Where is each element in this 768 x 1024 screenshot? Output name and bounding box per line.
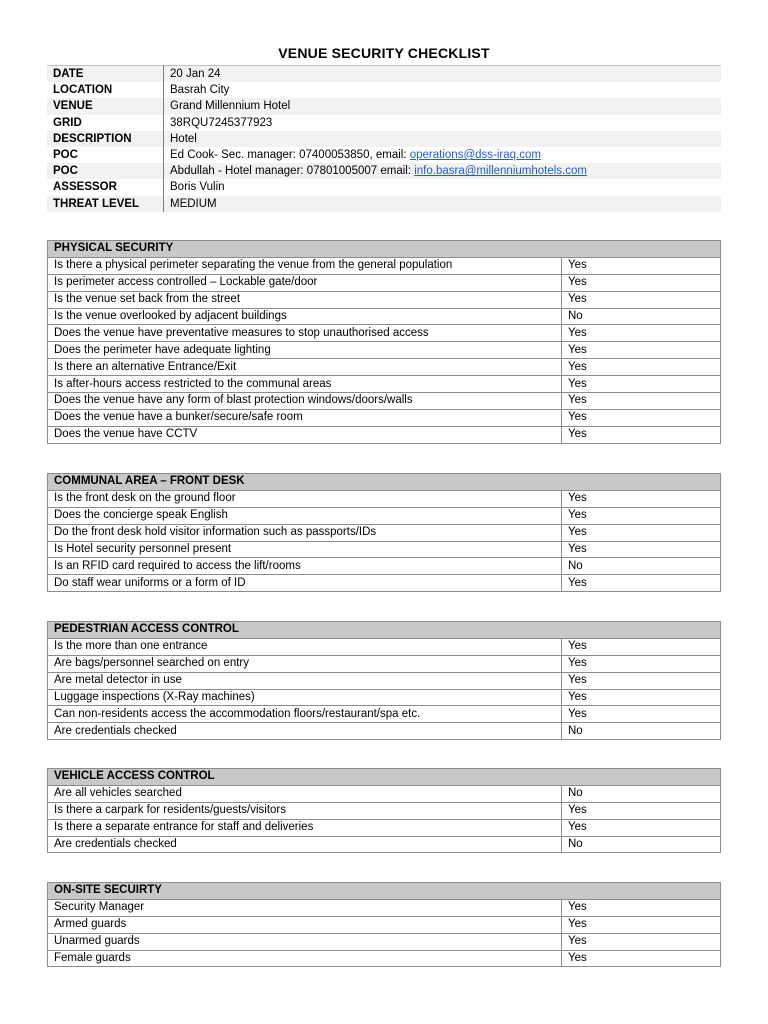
checklist-answer: Yes bbox=[562, 426, 721, 443]
checklist-answer: Yes bbox=[562, 376, 721, 393]
info-row bbox=[47, 66, 721, 83]
checklist-question: Does the venue have any form of blast protection windows/doors/walls bbox=[48, 393, 562, 410]
checklist-question: Is there a carpark for residents/guests/visitors bbox=[48, 802, 562, 819]
info-value-cell bbox=[164, 82, 722, 98]
checklist-question: Does the venue have a bunker/secure/safe room bbox=[48, 409, 562, 426]
checklist-answer: No bbox=[562, 723, 721, 740]
checklist-row bbox=[48, 308, 721, 325]
info-label: LOCATION bbox=[47, 82, 164, 98]
checklist-row bbox=[48, 672, 721, 689]
checklist-row bbox=[48, 490, 721, 507]
checklist-answer: Yes bbox=[562, 575, 721, 592]
checklist-answer: Yes bbox=[562, 638, 721, 655]
checklist-row bbox=[48, 342, 721, 359]
info-row bbox=[47, 98, 721, 114]
checklist-question: Female guards bbox=[48, 950, 562, 967]
checklist-question: Armed guards bbox=[48, 916, 562, 933]
section-onsite-security bbox=[47, 882, 721, 967]
checklist-answer: No bbox=[562, 558, 721, 575]
checklist-question: Does the concierge speak English bbox=[48, 507, 562, 524]
info-value-cell bbox=[164, 98, 722, 114]
checklist-question: Luggage inspections (X-Ray machines) bbox=[48, 689, 562, 706]
checklist-question: Security Manager bbox=[48, 899, 562, 916]
info-value: Grand Millennium Hotel bbox=[170, 100, 291, 113]
checklist-answer: No bbox=[562, 308, 721, 325]
info-row bbox=[47, 179, 721, 195]
venue-info-table bbox=[47, 65, 721, 212]
info-row bbox=[47, 115, 721, 131]
info-value: Boris Vulin bbox=[170, 181, 225, 194]
info-value: Basrah City bbox=[170, 84, 230, 97]
info-label: THREAT LEVEL bbox=[47, 196, 164, 212]
checklist-row bbox=[48, 706, 721, 723]
checklist-row bbox=[48, 541, 721, 558]
info-value: 20 Jan 24 bbox=[170, 68, 221, 81]
checklist-row bbox=[48, 274, 721, 291]
checklist-row bbox=[48, 655, 721, 672]
checklist-answer: Yes bbox=[562, 672, 721, 689]
page-title: VENUE SECURITY CHECKLIST bbox=[278, 45, 490, 61]
checklist-question: Do staff wear uniforms or a form of ID bbox=[48, 575, 562, 592]
checklist-answer: Yes bbox=[562, 655, 721, 672]
checklist-question: Does the venue have CCTV bbox=[48, 426, 562, 443]
checklist-question: Is perimeter access controlled – Lockable gate/door bbox=[48, 274, 562, 291]
checklist-answer: Yes bbox=[562, 950, 721, 967]
checklist-row bbox=[48, 819, 721, 836]
info-value-cell bbox=[164, 131, 722, 147]
checklist-question: Does the perimeter have adequate lighting bbox=[48, 342, 562, 359]
checklist-question: Does the venue have preventative measures to stop unauthorised access bbox=[48, 325, 562, 342]
checklist-question: Is there a physical perimeter separating the venue from the general population bbox=[48, 257, 562, 274]
checklist-question: Is the venue overlooked by adjacent buildings bbox=[48, 308, 562, 325]
checklist-answer: Yes bbox=[562, 802, 721, 819]
info-value-cell bbox=[164, 196, 722, 212]
checklist-row bbox=[48, 426, 721, 443]
checklist-question: Are metal detector in use bbox=[48, 672, 562, 689]
email-link[interactable]: operations@dss-iraq.com bbox=[409, 149, 541, 162]
checklist-question: Is the more than one entrance bbox=[48, 638, 562, 655]
info-value-cell bbox=[164, 163, 722, 179]
info-value-cell bbox=[164, 147, 722, 163]
info-value-cell bbox=[164, 66, 722, 83]
checklist-row bbox=[48, 291, 721, 308]
checklist-row bbox=[48, 359, 721, 376]
section-pedestrian-access bbox=[47, 621, 721, 740]
checklist-answer: Yes bbox=[562, 359, 721, 376]
checklist-row bbox=[48, 524, 721, 541]
checklist-row bbox=[48, 689, 721, 706]
info-value-cell bbox=[164, 115, 722, 131]
checklist-row bbox=[48, 933, 721, 950]
checklist-question: Is after-hours access restricted to the communal areas bbox=[48, 376, 562, 393]
checklist-answer: Yes bbox=[562, 507, 721, 524]
checklist-row bbox=[48, 325, 721, 342]
info-value: Ed Cook- Sec. manager: 07400053850, email: bbox=[170, 149, 410, 162]
checklist-row bbox=[48, 558, 721, 575]
info-label: GRID bbox=[47, 115, 164, 131]
info-row bbox=[47, 163, 721, 179]
info-label: DESCRIPTION bbox=[47, 131, 164, 147]
checklist-answer: Yes bbox=[562, 409, 721, 426]
info-value-cell bbox=[164, 179, 722, 195]
checklist-row bbox=[48, 785, 721, 802]
info-row bbox=[47, 82, 721, 98]
checklist-row bbox=[48, 899, 721, 916]
checklist-question: Can non-residents access the accommodation floors/restaurant/spa etc. bbox=[48, 706, 562, 723]
email-link[interactable]: info.basra@millenniumhotels.com bbox=[414, 165, 587, 178]
checklist-question: Is an RFID card required to access the lift/rooms bbox=[48, 558, 562, 575]
info-value: Hotel bbox=[170, 132, 197, 145]
checklist-answer: Yes bbox=[562, 819, 721, 836]
checklist-row bbox=[48, 916, 721, 933]
checklist-row bbox=[48, 723, 721, 740]
checklist-answer: Yes bbox=[562, 325, 721, 342]
checklist-row bbox=[48, 638, 721, 655]
checklist-answer: Yes bbox=[562, 541, 721, 558]
checklist-answer: Yes bbox=[562, 291, 721, 308]
checklist-question: Do the front desk hold visitor information such as passports/IDs bbox=[48, 524, 562, 541]
info-value: 38RQU7245377923 bbox=[170, 116, 273, 129]
info-label: VENUE bbox=[47, 98, 164, 114]
checklist-answer: No bbox=[562, 785, 721, 802]
info-label: POC bbox=[47, 163, 164, 179]
info-value: MEDIUM bbox=[170, 197, 217, 210]
checklist-question: Are bags/personnel searched on entry bbox=[48, 655, 562, 672]
checklist-question: Is there an alternative Entrance/Exit bbox=[48, 359, 562, 376]
section-heading: ON-SITE SECUIRTY bbox=[48, 883, 721, 900]
checklist-answer: Yes bbox=[562, 257, 721, 274]
checklist-row bbox=[48, 836, 721, 853]
info-label: ASSESSOR bbox=[47, 179, 164, 195]
section-vehicle-access bbox=[47, 768, 721, 853]
checklist-answer: Yes bbox=[562, 393, 721, 410]
checklist-question: Unarmed guards bbox=[48, 933, 562, 950]
section-heading: COMMUNAL AREA – FRONT DESK bbox=[48, 474, 721, 491]
section-heading: VEHICLE ACCESS CONTROL bbox=[48, 769, 721, 786]
checklist-answer: No bbox=[562, 836, 721, 853]
checklist-row bbox=[48, 393, 721, 410]
checklist-answer: Yes bbox=[562, 899, 721, 916]
checklist-question: Is the front desk on the ground floor bbox=[48, 490, 562, 507]
checklist-question: Is there a separate entrance for staff and deliveries bbox=[48, 819, 562, 836]
checklist-row bbox=[48, 257, 721, 274]
checklist-row bbox=[48, 575, 721, 592]
checklist-row bbox=[48, 409, 721, 426]
checklist-answer: Yes bbox=[562, 524, 721, 541]
checklist-row bbox=[48, 507, 721, 524]
checklist-answer: Yes bbox=[562, 689, 721, 706]
info-label: POC bbox=[47, 147, 164, 163]
checklist-answer: Yes bbox=[562, 933, 721, 950]
info-row bbox=[47, 131, 721, 147]
checklist-question: Is the venue set back from the street bbox=[48, 291, 562, 308]
checklist-row bbox=[48, 950, 721, 967]
section-heading: PEDESTRIAN ACCESS CONTROL bbox=[48, 622, 721, 639]
checklist-answer: Yes bbox=[562, 274, 721, 291]
section-physical-security bbox=[47, 240, 721, 444]
checklist-row bbox=[48, 802, 721, 819]
checklist-question: Are credentials checked bbox=[48, 836, 562, 853]
checklist-question: Are all vehicles searched bbox=[48, 785, 562, 802]
section-heading: PHYSICAL SECURITY bbox=[48, 241, 721, 258]
checklist-row bbox=[48, 376, 721, 393]
checklist-answer: Yes bbox=[562, 490, 721, 507]
info-label: DATE bbox=[47, 66, 164, 83]
checklist-answer: Yes bbox=[562, 706, 721, 723]
checklist-question: Is Hotel security personnel present bbox=[48, 541, 562, 558]
info-row bbox=[47, 196, 721, 212]
checklist-question: Are credentials checked bbox=[48, 723, 562, 740]
checklist-answer: Yes bbox=[562, 916, 721, 933]
info-row bbox=[47, 147, 721, 163]
checklist-answer: Yes bbox=[562, 342, 721, 359]
info-value: Abdullah - Hotel manager: 07801005007 email: bbox=[170, 165, 415, 178]
section-communal-area bbox=[47, 473, 721, 592]
